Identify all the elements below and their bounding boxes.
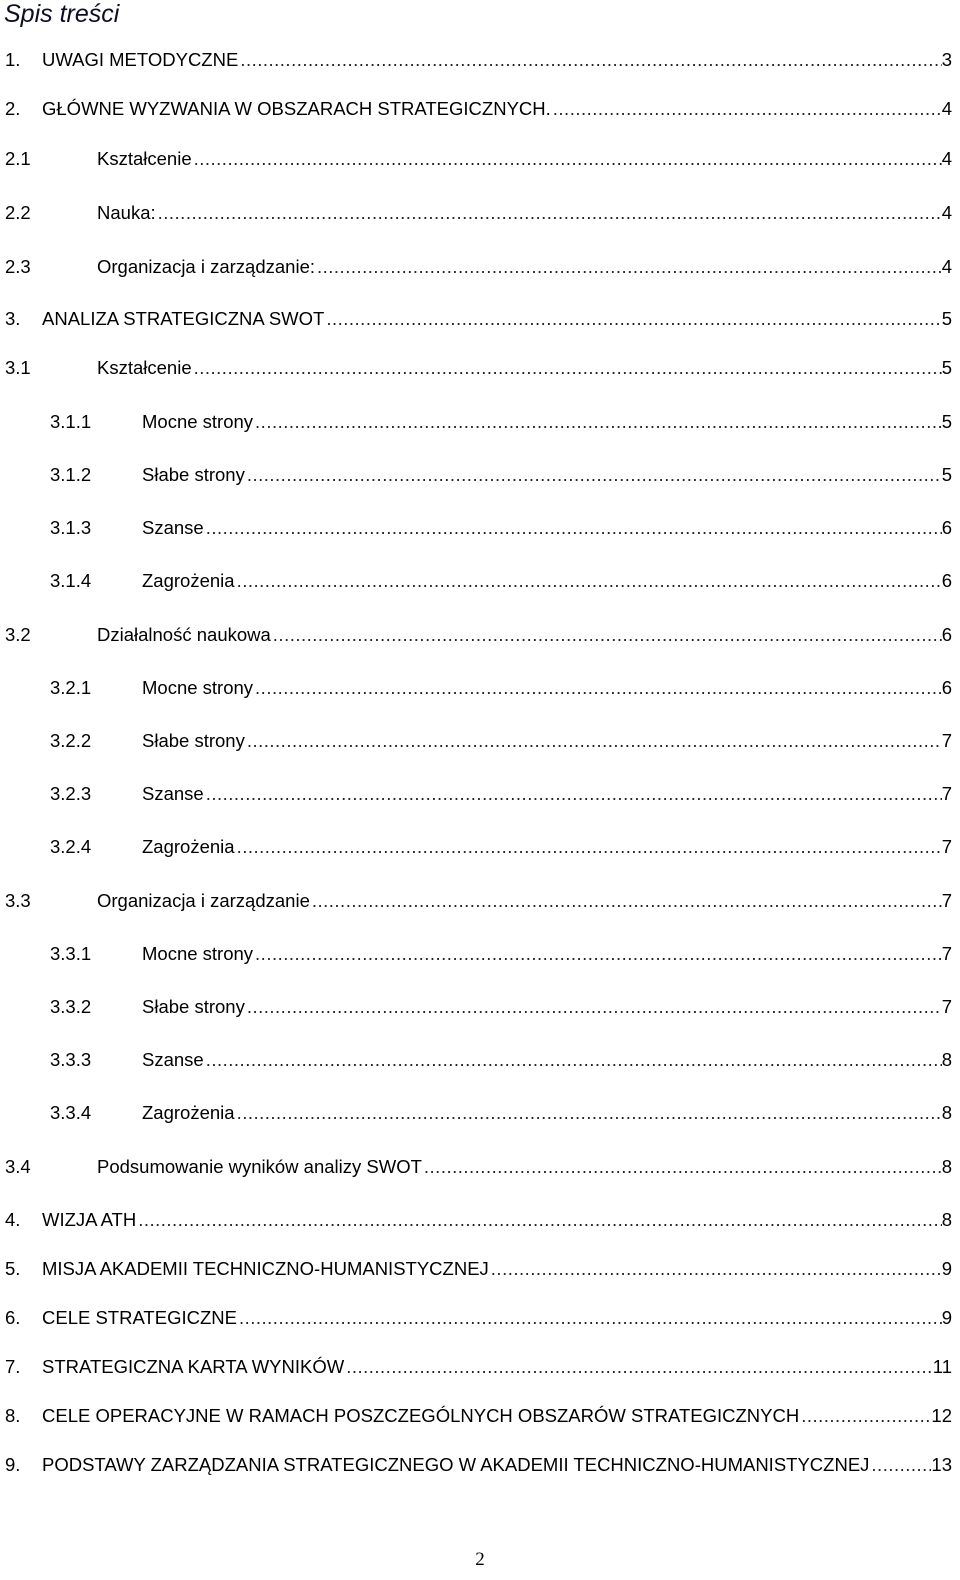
toc-entry-3-1-4[interactable] [50, 569, 952, 593]
toc-entry-label: Mocne strony [142, 411, 254, 432]
toc-entry-label: Mocne strony [142, 943, 254, 964]
toc-entry-5[interactable] [5, 1257, 952, 1281]
toc-entry-number: 3.2.4 [50, 836, 92, 857]
toc-entry-number: 2.3 [5, 256, 31, 277]
toc-entry-3-1[interactable] [5, 356, 952, 380]
toc-entry-page: 5 [941, 308, 952, 329]
toc-entry-9[interactable] [5, 1453, 952, 1477]
toc-entry-page: 8 [941, 1209, 952, 1230]
toc-dot-leader [204, 516, 942, 540]
toc-entry-number: 2.1 [5, 148, 31, 169]
toc-entry-number: 3.3.4 [50, 1102, 92, 1123]
toc-entry-page: 7 [941, 836, 952, 857]
toc-entry-label: Organizacja i zarządzanie [97, 890, 310, 911]
toc-entry-number: 5. [5, 1258, 21, 1279]
toc-entry-3-3[interactable] [5, 889, 952, 913]
toc-entry-number: 3.3.1 [50, 943, 92, 964]
toc-entry-page: 8 [941, 1049, 952, 1070]
toc-entry-page: 7 [941, 730, 952, 751]
toc-entry-page: 13 [931, 1454, 952, 1475]
toc-entry-number: 3.1 [5, 357, 31, 378]
toc-dot-leader [235, 835, 942, 859]
toc-entry-number: 3. [5, 308, 21, 329]
toc-entry-3-3-3[interactable] [50, 1048, 952, 1072]
toc-dot-leader [204, 782, 942, 806]
toc-entry-label: Szanse [142, 1049, 204, 1070]
toc-dot-leader [422, 1155, 942, 1179]
toc-entry-4[interactable] [5, 1208, 952, 1232]
toc-entry-page: 9 [941, 1258, 952, 1279]
toc-entry-page: 7 [941, 890, 952, 911]
toc-entry-1[interactable] [5, 48, 952, 72]
toc-entry-label: CELE OPERACYJNE W RAMACH POSZCZEGÓLNYCH OBSZARÓW STRATEGICZNYCH [42, 1405, 800, 1426]
toc-entry-label: PODSTAWY ZARZĄDZANIA STRATEGICZNEGO W AKADEMII TECHNICZNO-HUMANISTYCZNEJ [42, 1454, 870, 1475]
toc-dot-leader [799, 1404, 931, 1428]
toc-dot-leader [344, 1355, 933, 1379]
toc-entry-label: ANALIZA STRATEGICZNA SWOT [42, 308, 325, 329]
toc-entry-label: Zagrożenia [142, 570, 235, 591]
toc-dot-leader [869, 1453, 931, 1477]
toc-entry-3-1-1[interactable] [50, 410, 952, 434]
toc-entry-3-2-3[interactable] [50, 782, 952, 806]
toc-heading: Spis treści [4, 0, 120, 28]
toc-entry-label: Kształcenie [97, 148, 192, 169]
toc-dot-leader [310, 889, 942, 913]
toc-entry-7[interactable] [5, 1355, 952, 1379]
toc-entry-page: 4 [941, 256, 952, 277]
toc-entry-3-1-3[interactable] [50, 516, 952, 540]
toc-entry-number: 3.2 [5, 624, 31, 645]
toc-entry-6[interactable] [5, 1306, 952, 1330]
toc-dot-leader [245, 995, 942, 1019]
toc-dot-leader [551, 97, 942, 121]
toc-entry-page: 11 [932, 1356, 952, 1377]
toc-dot-leader [156, 201, 942, 225]
toc-dot-leader [204, 1048, 942, 1072]
toc-dot-leader [245, 463, 942, 487]
toc-dot-leader [235, 1101, 942, 1125]
toc-entry-number: 3.1.3 [50, 517, 92, 538]
toc-entry-label: STRATEGICZNA KARTA WYNIKÓW [42, 1356, 345, 1377]
toc-entry-2-2[interactable] [5, 201, 952, 225]
toc-entry-3[interactable] [5, 307, 952, 331]
toc-entry-page: 6 [941, 570, 952, 591]
toc-dot-leader [489, 1257, 942, 1281]
toc-entry-label: CELE STRATEGICZNE [42, 1307, 237, 1328]
toc-entry-number: 7. [5, 1356, 21, 1377]
toc-entry-label: Mocne strony [142, 677, 254, 698]
toc-dot-leader [238, 48, 941, 72]
toc-entry-number: 3.3 [5, 890, 31, 911]
toc-dot-leader [136, 1208, 941, 1232]
toc-dot-leader [271, 623, 942, 647]
toc-entry-number: 3.1.1 [50, 411, 92, 432]
toc-entry-label: Słabe strony [142, 730, 245, 751]
toc-entry-number: 6. [5, 1307, 21, 1328]
toc-entry-page: 9 [941, 1307, 952, 1328]
toc-entry-page: 6 [941, 517, 952, 538]
toc-entry-label: GŁÓWNE WYZWANIA W OBSZARACH STRATEGICZNYCH. [42, 98, 551, 119]
toc-entry-number: 3.2.1 [50, 677, 92, 698]
toc-entry-3-2-2[interactable] [50, 729, 952, 753]
toc-entry-label: Zagrożenia [142, 1102, 235, 1123]
toc-dot-leader [237, 1306, 942, 1330]
toc-entry-page: 12 [931, 1405, 952, 1426]
toc-dot-leader [192, 147, 942, 171]
page-number: 2 [475, 1549, 485, 1570]
toc-entry-number: 8. [5, 1405, 21, 1426]
toc-entry-page: 7 [941, 943, 952, 964]
toc-entry-page: 8 [941, 1156, 952, 1177]
toc-entry-8[interactable] [5, 1404, 952, 1428]
toc-entry-label: Szanse [142, 783, 204, 804]
toc-entry-label: UWAGI METODYCZNE [42, 49, 239, 70]
toc-entry-3-3-1[interactable] [50, 942, 952, 966]
toc-entry-page: 3 [941, 49, 952, 70]
toc-entry-number: 3.2.2 [50, 730, 92, 751]
toc-entry-label: WIZJA ATH [42, 1209, 137, 1230]
toc-entry-label: Szanse [142, 517, 204, 538]
toc-entry-2-1[interactable] [5, 147, 952, 171]
toc-entry-page: 5 [941, 464, 952, 485]
toc-entry-page: 4 [941, 98, 952, 119]
toc-entry-page: 6 [941, 624, 952, 645]
toc-dot-leader [253, 942, 942, 966]
toc-entry-number: 2.2 [5, 202, 31, 223]
toc-entry-3-2-1[interactable] [50, 676, 952, 700]
toc-dot-leader [245, 729, 942, 753]
toc-entry-number: 9. [5, 1454, 21, 1475]
toc-entry-page: 8 [941, 1102, 952, 1123]
toc-entry-label: MISJA AKADEMII TECHNICZNO-HUMANISTYCZNEJ [42, 1258, 489, 1279]
toc-entry-label: Kształcenie [97, 357, 192, 378]
toc-entry-label: Zagrożenia [142, 836, 235, 857]
toc-entry-page: 5 [941, 411, 952, 432]
toc-entry-label: Podsumowanie wyników analizy SWOT [97, 1156, 422, 1177]
toc-dot-leader [235, 569, 942, 593]
toc-dot-leader [315, 255, 942, 279]
toc-entry-label: Nauka: [97, 202, 156, 223]
toc-entry-2[interactable] [5, 97, 952, 121]
toc-entry-page: 7 [941, 996, 952, 1017]
toc-entry-page: 6 [941, 677, 952, 698]
toc-entry-page: 5 [941, 357, 952, 378]
toc-entry-number: 3.1.2 [50, 464, 92, 485]
toc-entry-number: 3.1.4 [50, 570, 92, 591]
toc-entry-label: Organizacja i zarządzanie: [97, 256, 315, 277]
toc-entry-page: 4 [941, 202, 952, 223]
toc-dot-leader [253, 410, 942, 434]
toc-entry-number: 3.3.2 [50, 996, 92, 1017]
toc-dot-leader [324, 307, 941, 331]
toc-entry-label: Słabe strony [142, 464, 245, 485]
toc-entry-3-2-4[interactable] [50, 835, 952, 859]
toc-entry-number: 3.2.3 [50, 783, 92, 804]
toc-dot-leader [192, 356, 942, 380]
toc-entry-page: 7 [941, 783, 952, 804]
toc-entry-label: Słabe strony [142, 996, 245, 1017]
toc-entry-number: 3.4 [5, 1156, 31, 1177]
toc-entry-number: 3.3.3 [50, 1049, 92, 1070]
toc-entry-3-3-2[interactable] [50, 995, 952, 1019]
toc-entry-label: Działalność naukowa [97, 624, 271, 645]
toc-entry-3-1-2[interactable] [50, 463, 952, 487]
toc-dot-leader [253, 676, 942, 700]
toc-entry-2-3[interactable] [5, 255, 952, 279]
toc-entry-number: 2. [5, 98, 21, 119]
toc-entry-3-3-4[interactable] [50, 1101, 952, 1125]
toc-entry-3-2[interactable] [5, 623, 952, 647]
toc-entry-number: 4. [5, 1209, 21, 1230]
toc-entry-number: 1. [5, 49, 21, 70]
toc-entry-page: 4 [941, 148, 952, 169]
toc-entry-3-4[interactable] [5, 1155, 952, 1179]
